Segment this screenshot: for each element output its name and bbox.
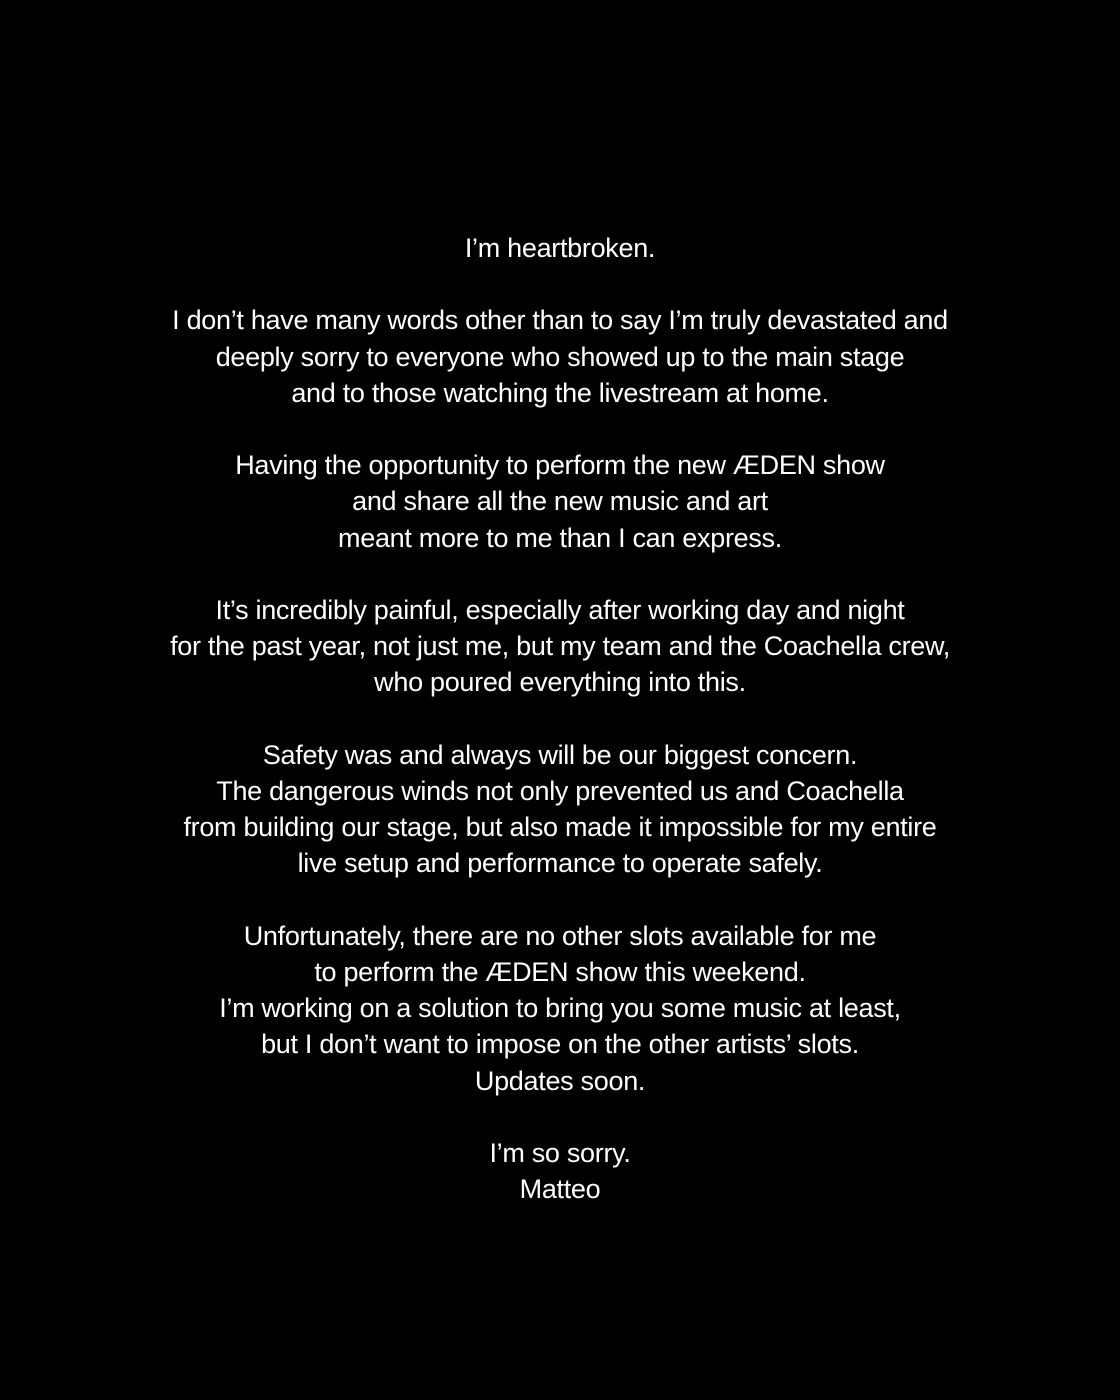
signature: Matteo (519, 1174, 601, 1205)
statement-line: I’m working on a solution to bring you some music at least, (219, 993, 901, 1024)
statement-line: I don’t have many words other than to say I’m truly devastated and (172, 305, 948, 336)
statement-line: Having the opportunity to perform the new ÆDEN show (235, 450, 885, 481)
statement-line: live setup and performance to operate safely. (297, 848, 823, 879)
paragraph-opportunity (0, 447, 1120, 556)
paragraph-updates (0, 918, 1120, 1099)
statement-line: but I don’t want to impose on the other artists’ slots. (261, 1029, 859, 1060)
statement-line: and to those watching the livestream at home. (291, 377, 829, 408)
statement-line: and share all the new music and art (352, 486, 768, 517)
paragraph-safety (0, 737, 1120, 882)
statement-line: from building our stage, but also made it impossible for my entire (183, 812, 937, 843)
statement (0, 230, 1120, 1207)
statement-line: for the past year, not just me, but my team and the Coachella crew, (170, 631, 950, 662)
statement-line: deeply sorry to everyone who showed up to the main stage (215, 341, 905, 372)
statement-line: to perform the ÆDEN show this weekend. (314, 956, 806, 987)
statement-line: The dangerous winds not only prevented us and Coachella (216, 775, 904, 806)
statement-line: Unfortunately, there are no other slots available for me (243, 920, 877, 951)
statement-line: It’s incredibly painful, especially after working day and night (215, 594, 905, 625)
paragraph-opening (0, 230, 1120, 266)
paragraph-painful (0, 592, 1120, 701)
statement-line: meant more to me than I can express. (338, 522, 782, 553)
statement-line: who poured everything into this. (374, 667, 746, 698)
paragraph-apology (0, 302, 1120, 411)
statement-line: I’m heartbroken. (464, 233, 656, 263)
statement-line: Updates soon. (474, 1065, 646, 1096)
paragraph-signoff (0, 1135, 1120, 1207)
statement-line: I’m so sorry. (489, 1137, 631, 1168)
statement-line: Safety was and always will be our biggest concern. (262, 739, 858, 770)
